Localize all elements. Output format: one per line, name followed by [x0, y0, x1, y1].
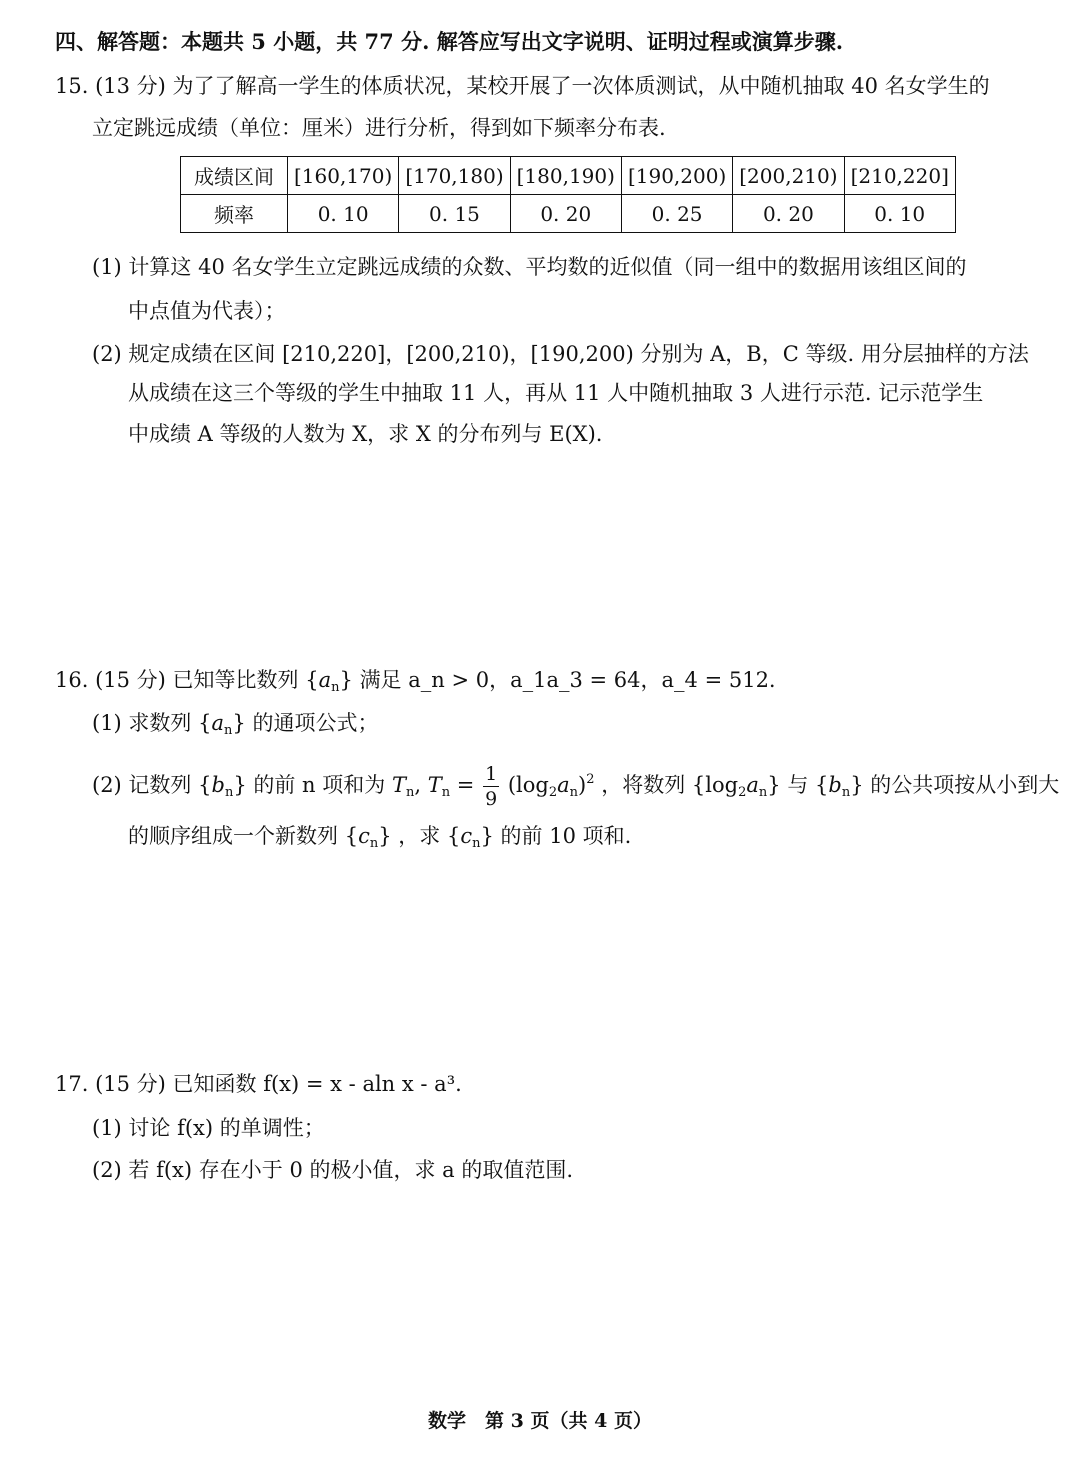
table-row-intervals — [181, 157, 956, 195]
q16-line1-prefix: 16. (15 分) 已知等比数列 — [55, 668, 299, 692]
page-footer: 数学 第 3 页（共 4 页） — [428, 1410, 652, 1432]
q16-condition: 满足 a_n > 0，a_1a_3 = 64，a_4 = 512. — [359, 668, 776, 692]
log-expression: $(\log_2a_n)^2$ — [507, 772, 595, 800]
q16-part2-d: 与 — [787, 773, 809, 797]
interval-cell: [210,220] — [844, 157, 955, 195]
fraction — [483, 762, 499, 811]
q15-part1-line1: (1) 计算这 40 名女学生立定跳远成绩的众数、平均数的近似值（同一组中的数据用该组区间的 — [92, 255, 967, 279]
interval-cell: [170,180) — [399, 157, 510, 195]
q16-part2-line2-b: ，求 — [398, 824, 441, 848]
q16-part2-line1 — [92, 760, 1059, 811]
q16-part2-line2 — [128, 821, 631, 851]
q16-part2-a: (2) 记数列 — [92, 773, 192, 797]
sequence-c: $\{c_n\}$ — [446, 824, 494, 851]
table-header-label: 成绩区间 — [181, 157, 288, 195]
frequency-cell: 0. 15 — [399, 195, 510, 233]
q15-line2: 立定跳远成绩（单位：厘米）进行分析，得到如下频率分布表. — [92, 116, 666, 140]
interval-cell: [180,190) — [510, 157, 621, 195]
q16-part2-b: 的前 n 项和为 — [253, 773, 386, 797]
frequency-table — [180, 156, 956, 233]
interval-cell: [160,170) — [288, 157, 399, 195]
table-row-frequencies — [181, 195, 956, 233]
q16-part2-line2-a: 的顺序组成一个新数列 — [128, 824, 338, 848]
q17-part2: (2) 若 f(x) 存在小于 0 的极小值，求 a 的取值范围. — [92, 1158, 574, 1182]
q15-part2-line3: 中成绩 A 等级的人数为 X，求 X 的分布列与 E(X). — [128, 422, 603, 446]
frequency-cell: 0. 10 — [288, 195, 399, 233]
q17-part1: (1) 讨论 f(x) 的单调性； — [92, 1116, 325, 1140]
frequency-cell: 0. 20 — [733, 195, 844, 233]
q16-part1 — [92, 708, 378, 738]
q16-part1-suffix: 的通项公式； — [252, 711, 379, 735]
sum-T: $T_n$, $T_n$ = — [391, 773, 475, 800]
q16-part2-e: 的公共项按从小到大 — [870, 773, 1060, 797]
interval-cell: [200,210) — [733, 157, 844, 195]
frequency-cell: 0. 20 — [510, 195, 621, 233]
q15-part2-line1: (2) 规定成绩在区间 [210,220]，[200,210)，[190,200) 分别为 A，B，C 等级. 用分层抽样的方法 — [92, 342, 1029, 366]
sequence-c: $\{c_n\}$ — [344, 824, 392, 851]
sequence-a: $\{a_n\}$ — [305, 668, 353, 695]
sequence-log: $\{\log_2a_n\}$ — [691, 773, 781, 800]
sequence-a: $\{a_n\}$ — [198, 711, 246, 738]
fraction-numerator: 1 — [485, 763, 498, 785]
sequence-b: $\{b_n\}$ — [198, 773, 247, 800]
q16-line1 — [55, 665, 776, 695]
fraction-denominator: 9 — [485, 788, 498, 810]
q16-part1-prefix: (1) 求数列 — [92, 711, 192, 735]
q16-part2-c: ，将数列 — [601, 773, 686, 797]
q17-line1: 17. (15 分) 已知函数 f(x) = x - aln x - a³. — [55, 1072, 462, 1096]
section-header: 四、解答题：本题共 5 小题，共 77 分. 解答应写出文字说明、证明过程或演算步骤. — [55, 29, 844, 54]
frequency-cell: 0. 25 — [621, 195, 732, 233]
table-row-label: 频率 — [181, 195, 288, 233]
frequency-cell: 0. 10 — [844, 195, 955, 233]
q15-part2-line2: 从成绩在这三个等级的学生中抽取 11 人，再从 11 人中随机抽取 3 人进行示范. 记示范学生 — [128, 381, 984, 405]
sequence-b: $\{b_n\}$ — [815, 773, 864, 800]
q15-line1: 15. (13 分) 为了了解高一学生的体质状况，某校开展了一次体质测试，从中随机抽取 40 名女学生的 — [55, 74, 990, 98]
q15-part1-line2: 中点值为代表）； — [128, 299, 286, 323]
q16-part2-line2-c: 的前 10 项和. — [500, 824, 632, 848]
interval-cell: [190,200) — [621, 157, 732, 195]
